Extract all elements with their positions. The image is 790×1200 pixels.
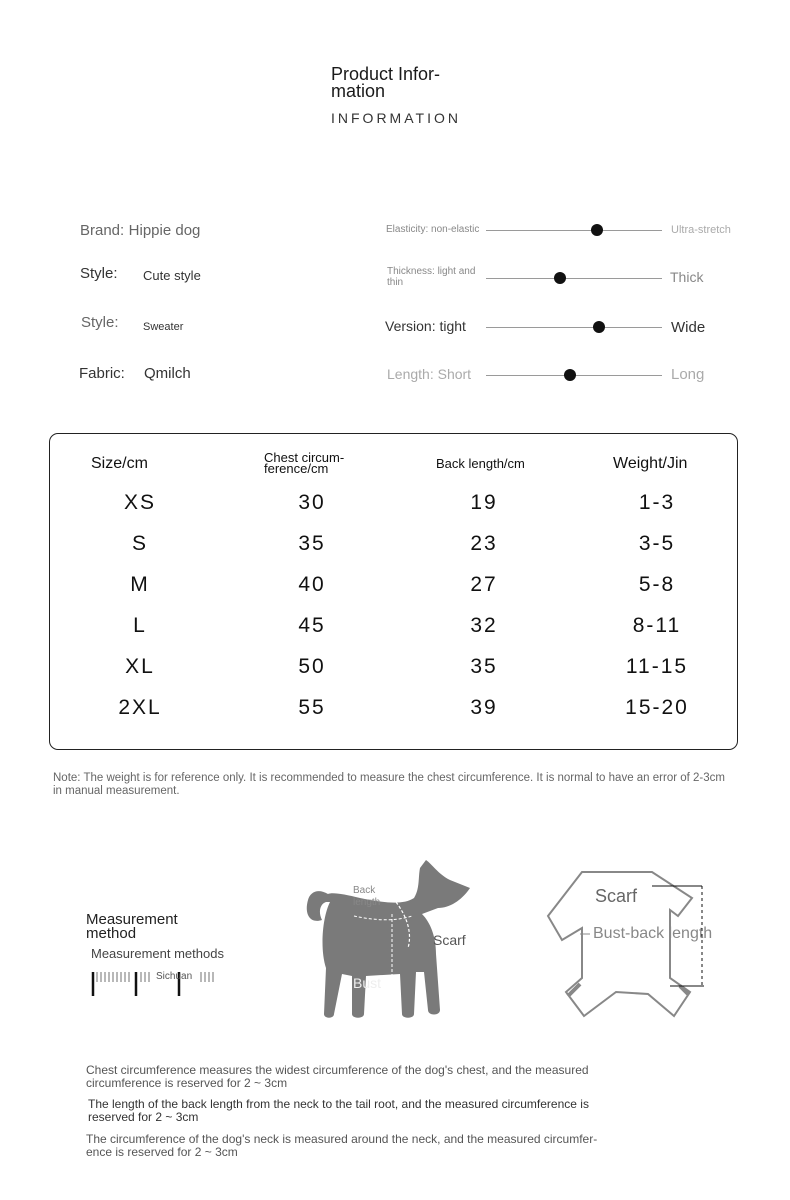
table-cell-weight: 5-8 [638,573,676,596]
thickness-marker [554,272,566,284]
dog-back-line1: Back [353,885,376,896]
measurement-title [86,913,178,941]
length-label: Length: Short [387,366,472,382]
page-title-line2: mation [331,81,386,101]
thickness-max-label: Thick [670,269,704,285]
garment-bust-back-label: Bust-back length [593,925,713,942]
col-header-size: Size/cm [91,455,148,472]
garment-scarf-label: Scarf [595,886,638,906]
thickness-label: Thickness: light and thin [387,266,476,288]
style-value-1: Cute style [143,268,201,283]
col-header-chest-line2: ference/cm [264,461,329,476]
table-cell-size: XL [125,655,155,678]
brand-value: Hippie dog [128,222,201,239]
elasticity-label: Elasticity: non-elastic [386,224,480,235]
table-cell-size: M [130,573,150,596]
col-header-chest-line1: Chest circum- [264,450,345,465]
thickness-track [486,278,662,279]
length-max-label: Long [671,366,705,383]
page-title-line1: Product Infor- [331,64,441,84]
fabric-value: Qmilch [144,365,191,382]
version-track [486,327,662,328]
fabric-row [79,365,125,383]
col-header-weight: Weight/Jin [613,455,688,472]
dog-back-length-label [353,885,380,909]
dog-scarf-label: Scarf [433,932,466,948]
table-cell-weight: 3-5 [638,532,676,555]
brand-label: Brand: [80,222,125,239]
table-cell-weight: 8-11 [632,614,682,637]
chest-description: Chest circumference measures the widest circumference of the dog's chest, and the measured circumference is reserved for 2 ~ 3cm [86,1063,589,1090]
col-header-chest [264,452,344,474]
table-cell-weight: 15-20 [625,696,689,719]
table-cell-chest: 30 [298,491,326,514]
style-label: Style: [80,265,118,282]
dog-bust-label: Bust [353,975,382,991]
table-cell-chest: 50 [298,655,326,678]
measurement-title-line1: Measurement [86,911,178,928]
table-cell-size: 2XL [118,696,162,719]
style-row-2 [81,314,119,332]
elasticity-track [486,230,662,231]
style-value-2: Sweater [143,321,184,333]
table-cell-chest: 35 [298,532,326,555]
measurement-subtitle: Measurement methods [91,946,224,961]
neck-description: The circumference of the dog's neck is measured around the neck, and the measured circumfer-ence is reserved for 2 ~ 3cm [86,1132,598,1159]
dog-back-line2: length [353,897,381,908]
size-note: Note: The weight is for reference only. It is recommended to measure the chest circumference. It is normal to have an error of 2-3cm in manual measurement. [53,772,725,797]
fabric-label: Fabric: [79,365,125,382]
table-cell-size: S [131,532,148,555]
tape-measure-text: Sichuan [156,971,193,982]
version-marker [593,321,605,333]
elasticity-marker [591,224,603,236]
table-cell-back: 23 [470,532,498,555]
table-cell-size: L [133,614,147,637]
version-max-label: Wide [671,319,706,336]
back-description: The length of the back length from the neck to the tail root, and the measured circumference is reserved for 2 ~ 3cm [88,1097,589,1124]
page-title [331,66,471,100]
version-label: Version: tight [385,318,466,334]
col-header-back: Back length/cm [436,456,525,471]
table-cell-weight: 1-3 [638,491,676,514]
table-cell-back: 32 [470,614,498,637]
table-cell-size: XS [123,491,156,514]
table-cell-back: 35 [470,655,498,678]
table-cell-back: 39 [470,696,498,719]
style-row-1 [80,265,118,283]
measurement-title-line2: method [86,925,137,942]
table-cell-chest: 45 [298,614,326,637]
length-marker [564,369,576,381]
page-subtitle: INFORMATION [331,110,461,126]
table-cell-chest: 55 [298,696,326,719]
elasticity-max-label: Ultra-stretch [671,224,731,236]
style-label-2: Style: [81,314,119,331]
table-cell-weight: 11-15 [625,655,689,678]
table-cell-back: 19 [470,491,498,514]
table-cell-chest: 40 [298,573,326,596]
table-cell-back: 27 [470,573,498,596]
brand-row [80,222,200,240]
